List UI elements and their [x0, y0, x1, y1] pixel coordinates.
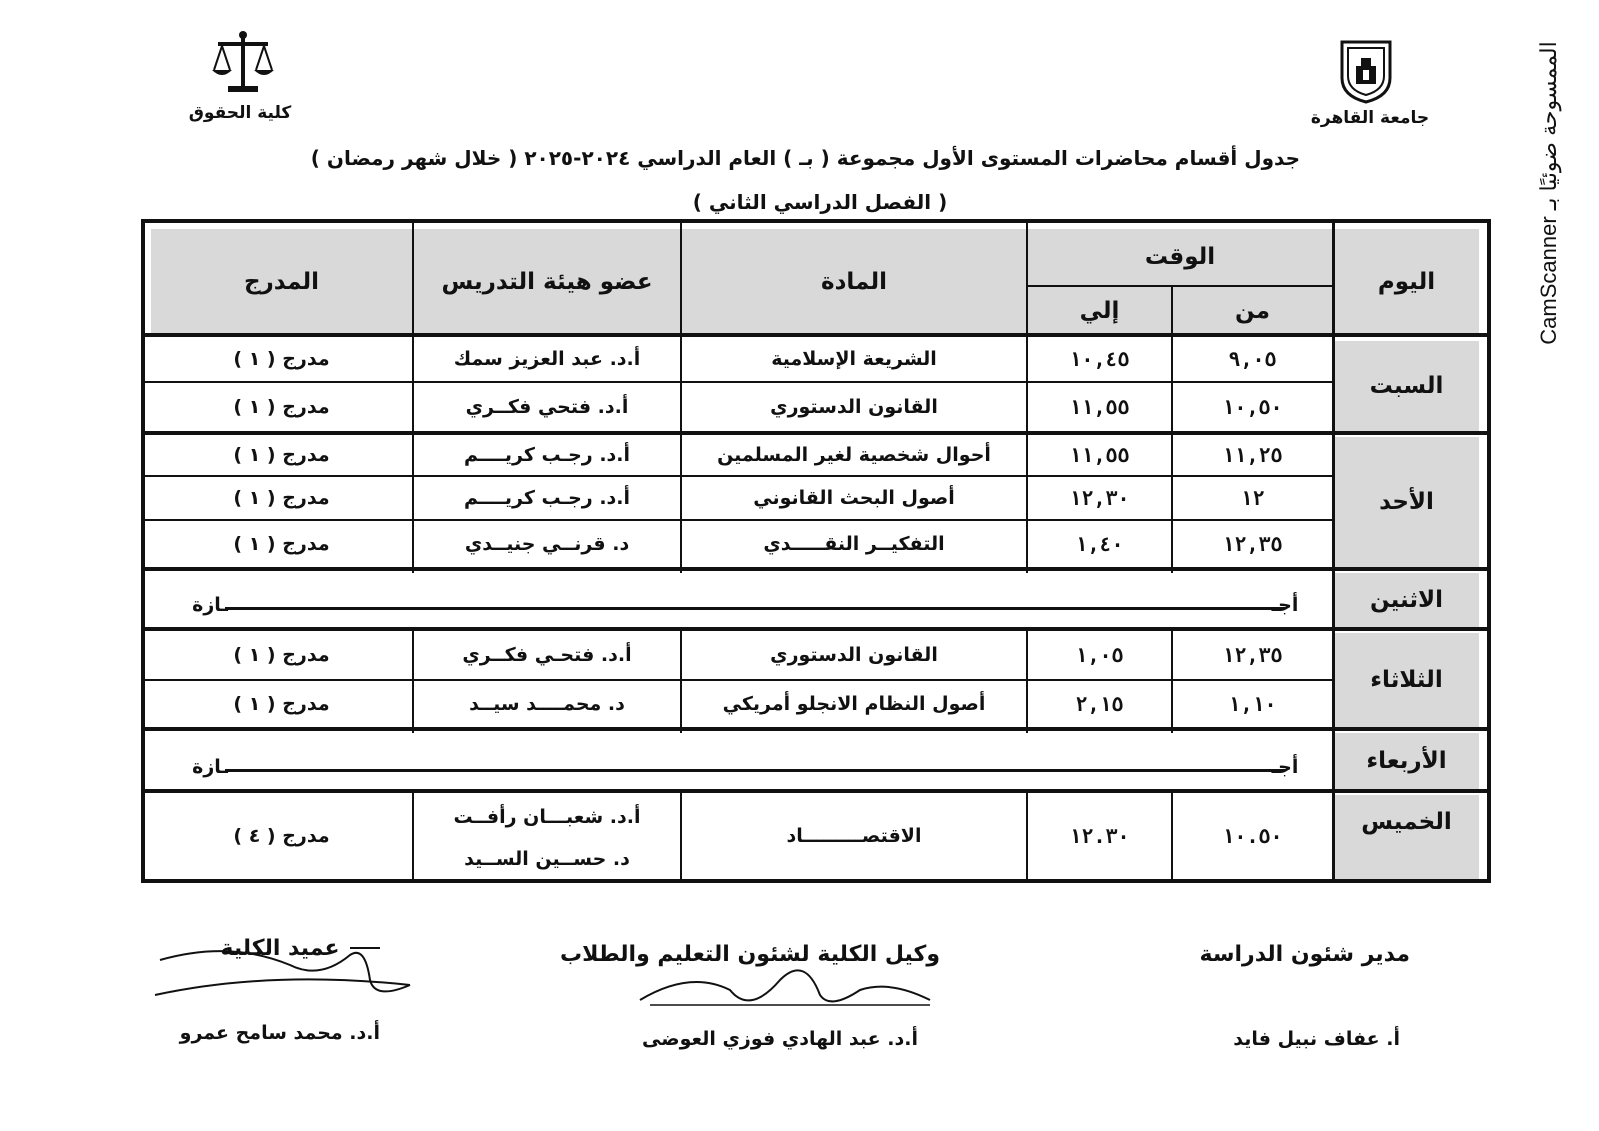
vice-dean-signature: [630, 960, 940, 1020]
monday-holiday-end: ـازة: [192, 594, 228, 616]
vice-dean-title: وكيل الكلية لشئون التعليم والطلاب: [560, 942, 940, 967]
row-3-to: ١١,٥٥: [1069, 443, 1130, 467]
row-5-from: ١٢,٣٥: [1222, 532, 1283, 556]
row-8-hall: مدرج ( ٤ ): [233, 825, 330, 847]
row-3-instructor: أ.د. رجـب كريــــم: [463, 444, 631, 466]
row-6-instructor: أ.د. فتحـي فكــري: [462, 644, 632, 666]
row-8-instructor-1: أ.د. شعبـــان رأفــت: [453, 806, 641, 828]
instructor-header: عضو هيئة التدريس: [414, 229, 680, 335]
row-5-subject: التفكيــر النقـــــدي: [763, 533, 945, 555]
row-6-from: ١٢,٣٥: [1222, 643, 1283, 667]
camscanner-watermark: الممسوحة ضوئيًا بـ CamScanner: [1536, 41, 1561, 345]
day-saturday: السبت: [1334, 341, 1479, 431]
day-sunday: الأحد: [1334, 437, 1479, 567]
dean-name: أ.د. محمد سامح عمرو: [179, 1022, 380, 1044]
row-5-instructor: د. قرنــي جنيــدي: [464, 533, 630, 555]
scales-of-justice-icon: [210, 30, 276, 98]
row-1-subject: الشريعة الإسلامية: [771, 348, 937, 370]
day-monday: الاثنين: [1334, 573, 1479, 627]
row-7-from: ١,١٠: [1228, 692, 1277, 716]
vice-dean-name: أ.د. عبد الهادي فوزي العوضى: [642, 1028, 918, 1050]
day-wednesday: الأربعاء: [1334, 733, 1479, 789]
row-8-instructor-2: د. حســين الســيد: [464, 848, 630, 870]
row-4-subject: أصول البحث القانوني: [753, 487, 955, 509]
university-name: جامعة القاهرة: [1310, 108, 1430, 128]
row-3-from: ١١,٢٥: [1222, 443, 1283, 467]
wednesday-holiday-start: أجـ: [1271, 756, 1299, 778]
row-6-to: ١,٠٥: [1075, 643, 1124, 667]
row-2-from: ١٠,٥٠: [1222, 395, 1283, 419]
row-6-hall: مدرج ( ١ ): [233, 644, 330, 666]
row-8-from: ١٠.٥٠: [1222, 824, 1283, 848]
from-header: من: [1173, 287, 1332, 335]
monday-holiday-line: [225, 607, 1285, 610]
row-6-subject: القانون الدستوري: [770, 644, 938, 666]
page-subtitle: ( الفصل الدراسي الثاني ): [692, 190, 948, 214]
row-7-to: ٢,١٥: [1075, 692, 1124, 716]
row-5-hall: مدرج ( ١ ): [233, 533, 330, 555]
time-header: الوقت: [1028, 229, 1332, 285]
row-7-hall: مدرج ( ١ ): [233, 693, 330, 715]
monday-holiday-start: أجـ: [1271, 594, 1299, 616]
row-3-subject: أحوال شخصية لغير المسلمين: [717, 444, 991, 466]
row-1-to: ١٠,٤٥: [1069, 347, 1130, 371]
wednesday-holiday-line: [225, 769, 1285, 772]
wednesday-holiday-end: ـازة: [192, 756, 228, 778]
subject-header: المادة: [682, 229, 1026, 335]
to-header: إلي: [1028, 287, 1171, 335]
row-7-subject: أصول النظام الانجلو أمريكي: [722, 693, 986, 715]
row-1-instructor: أ.د. عبد العزيز سمك: [453, 348, 641, 370]
row-2-hall: مدرج ( ١ ): [233, 396, 330, 418]
row-5-to: ١,٤٠: [1075, 532, 1124, 556]
dean-signature: [150, 940, 420, 1010]
row-1-hall: مدرج ( ١ ): [233, 348, 330, 370]
row-4-hall: مدرج ( ١ ): [233, 487, 330, 509]
affairs-director-name: أ. عفاف نبيل فايد: [1233, 1028, 1400, 1050]
page-title: جدول أقسام محاضرات المستوى الأول مجموعة ( بـ ) العام الدراسي ٢٠٢٤-٢٠٢٥ ( خلال شهر رمضان ): [310, 146, 1300, 170]
row-7-instructor: د. محمــــد سيــد: [469, 693, 625, 715]
day-thursday: الخميس: [1334, 795, 1479, 879]
row-1-from: ٩,٠٥: [1228, 347, 1277, 371]
row-8-to: ١٢.٣٠: [1069, 824, 1130, 848]
cairo-university-logo: [1336, 38, 1396, 104]
row-3-hall: مدرج ( ١ ): [233, 444, 330, 466]
row-8-subject: الاقتصـــــــــاد: [786, 825, 922, 847]
hall-header: المدرج: [151, 229, 412, 335]
schedule-table: [141, 219, 1491, 883]
row-2-instructor: أ.د. فتحي فكــري: [465, 396, 629, 418]
row-2-to: ١١,٥٥: [1069, 395, 1130, 419]
day-tuesday: الثلاثاء: [1334, 633, 1479, 727]
day-header: اليوم: [1334, 229, 1479, 335]
row-4-from: ١٢: [1240, 486, 1265, 510]
faculty-name: كلية الحقوق: [188, 103, 292, 123]
row-4-to: ١٢,٣٠: [1069, 486, 1130, 510]
row-2-subject: القانون الدستوري: [770, 396, 938, 418]
row-4-instructor: أ.د. رجـب كريــــم: [463, 487, 631, 509]
affairs-director-title: مدير شئون الدراسة: [1199, 942, 1410, 967]
dean-title: عميد الكلية: [220, 936, 340, 961]
